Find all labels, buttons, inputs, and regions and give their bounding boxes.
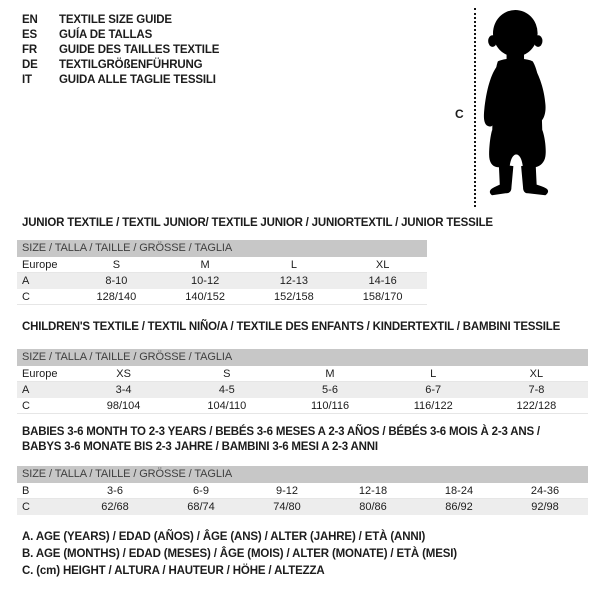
- table-cell: 116/122: [413, 400, 453, 412]
- table-cell: 10-12: [191, 275, 220, 287]
- table-cell: 140/152: [185, 291, 225, 303]
- height-measure-line: [474, 8, 476, 207]
- language-title: GUIDE DES TAILLES TEXTILE: [59, 44, 220, 56]
- language-row: [22, 28, 219, 43]
- table-row: [17, 483, 588, 499]
- row-label: Europe: [22, 368, 58, 380]
- table-cell: 62/68: [101, 501, 129, 513]
- table-cell: 158/170: [362, 291, 403, 303]
- height-label: C: [455, 107, 464, 121]
- table-cell: 12-18: [358, 485, 388, 497]
- language-code: EN: [22, 14, 38, 26]
- table-cell: 3-6: [107, 485, 123, 497]
- language-title: TEXTILE SIZE GUIDE: [59, 14, 172, 26]
- table-cell: 3-4: [115, 384, 132, 396]
- language-code: FR: [22, 44, 38, 56]
- language-title: GUÍA DE TALLAS: [59, 29, 153, 41]
- legend-height-cm: C. (cm) HEIGHT / ALTURA / HAUTEUR / HÖHE / ALTEZZA: [22, 565, 325, 577]
- table-cell: 9-12: [275, 485, 299, 497]
- row-label: C: [22, 400, 30, 412]
- table-row: [17, 273, 427, 289]
- table-title-group: [17, 425, 588, 455]
- language-row: [22, 73, 219, 88]
- size-header-bar: SIZE / TALLA / TAILLE / GRÖSSE / TAGLIA: [17, 349, 588, 366]
- language-title-list: [22, 13, 219, 88]
- table-cell: 122/128: [516, 400, 557, 412]
- table-row: [17, 366, 588, 382]
- table-cell: L: [430, 368, 437, 380]
- table-cell: 110/116: [310, 400, 350, 412]
- baby-silhouette-icon: [481, 9, 569, 203]
- table-body: [17, 483, 588, 515]
- table-cell: S: [223, 368, 231, 380]
- table-cell: 152/158: [273, 291, 314, 303]
- table-cell: XL: [529, 368, 544, 380]
- table-cell: 14-16: [368, 275, 397, 287]
- table-cell: 18-24: [444, 485, 474, 497]
- language-title: GUIDA ALLE TAGLIE TESSILI: [59, 74, 216, 86]
- table-cell: 7-8: [528, 384, 545, 396]
- table-cell: 80/86: [359, 501, 387, 513]
- row-label: C: [22, 291, 30, 303]
- row-label: B: [22, 485, 30, 497]
- size-header-bar: SIZE / TALLA / TAILLE / GRÖSSE / TAGLIA: [17, 240, 427, 257]
- table-cell: 68/74: [187, 501, 215, 513]
- language-title: TEXTILGRÖßENFÜHRUNG: [59, 59, 203, 71]
- table-cell: 6-7: [425, 384, 442, 396]
- table-cell: 8-10: [105, 275, 128, 287]
- measurement-legend: [22, 529, 457, 580]
- row-label: Europe: [22, 259, 58, 271]
- table-cell: 74/80: [273, 501, 301, 513]
- legend-age-months: B. AGE (MONTHS) / EDAD (MESES) / ÂGE (MOIS) / ALTER (MONATE) / ETÀ (MESI): [22, 548, 457, 560]
- table-title: CHILDREN'S TEXTILE / TEXTIL NIÑO/A / TEXTILE DES ENFANTS / KINDERTEXTIL / BAMBINI TESSILE: [22, 321, 561, 333]
- table-row: [17, 257, 427, 273]
- row-label: A: [22, 275, 30, 287]
- table-body: [17, 366, 588, 414]
- legend-age-years: A. AGE (YEARS) / EDAD (AÑOS) / ÂGE (ANS) / ALTER (JAHRE) / ETÀ (ANNI): [22, 531, 426, 543]
- language-code: DE: [22, 59, 38, 71]
- table-cell: 92/98: [531, 501, 559, 513]
- table-cell: 24-36: [530, 485, 560, 497]
- table-cell: 98/104: [106, 400, 141, 412]
- language-code: ES: [22, 29, 38, 41]
- size-header-bar: SIZE / TALLA / TAILLE / GRÖSSE / TAGLIA: [17, 466, 588, 483]
- table-title-line2: BABYS 3-6 MONATE BIS 2-3 JAHRE / BAMBINI 3-6 MESI A 2-3 ANNI: [22, 441, 378, 453]
- table-row: [17, 398, 588, 414]
- table-cell: 128/140: [96, 291, 137, 303]
- table-cell: L: [290, 259, 297, 271]
- table-cell: M: [200, 259, 210, 271]
- table-body: [17, 257, 427, 305]
- babies-textile-table: [17, 425, 588, 515]
- junior-textile-table: [17, 216, 493, 305]
- table-title: BABIES 3-6 MONTH TO 2-3 YEARS / BEBÉS 3-6 MESES A 2-3 AÑOS / BÉBÉS 3-6 MOIS À 2-3 ANS /: [22, 426, 540, 438]
- table-cell: 12-13: [279, 275, 308, 287]
- language-code: IT: [22, 74, 32, 86]
- language-row: [22, 58, 219, 73]
- table-cell: 5-6: [322, 384, 338, 396]
- row-label: A: [22, 384, 30, 396]
- table-cell: S: [112, 259, 121, 271]
- table-row: [17, 289, 427, 305]
- table-cell: XS: [116, 368, 131, 380]
- language-row: [22, 13, 219, 28]
- table-row: [17, 382, 588, 398]
- table-cell: M: [325, 368, 335, 380]
- table-cell: 6-9: [193, 485, 209, 497]
- table-row: [17, 499, 588, 515]
- table-cell: XL: [375, 259, 390, 271]
- table-cell: 4-5: [218, 384, 235, 396]
- language-row: [22, 43, 219, 58]
- table-cell: 104/110: [207, 400, 247, 412]
- table-cell: 86/92: [445, 501, 473, 513]
- row-label: C: [22, 501, 30, 513]
- table-title: JUNIOR TEXTILE / TEXTIL JUNIOR/ TEXTILE JUNIOR / JUNIORTEXTIL / JUNIOR TESSILE: [22, 217, 493, 229]
- baby-silhouette: [481, 9, 569, 208]
- children-textile-table: [17, 320, 588, 414]
